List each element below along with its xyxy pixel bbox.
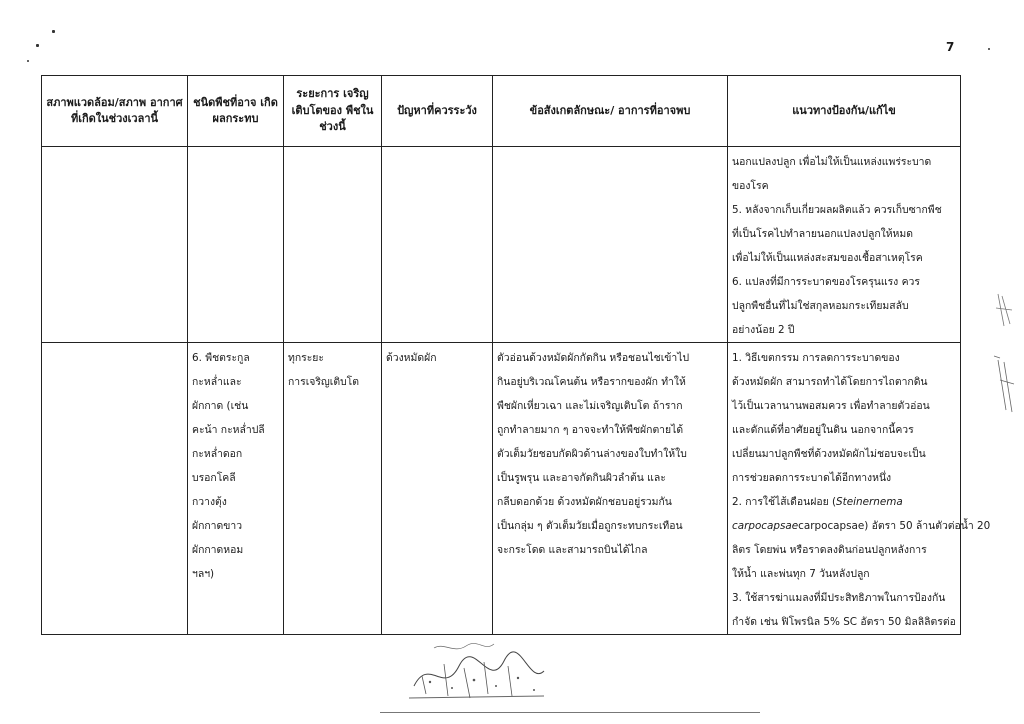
text-line: ให้น้ำ และพ่นทุก 7 วันหลังปลูก: [732, 568, 870, 580]
text-line: ของโรค: [732, 180, 769, 192]
text-line: 2. การใช้ไส้เดือนฝอย (: [732, 496, 837, 508]
cell-growth-stage: [284, 147, 382, 343]
header-prevention: แนวทางป้องกัน/แก้ไข: [728, 76, 961, 147]
text-line: ผักกาดขาว: [192, 520, 243, 532]
text-line: อย่างน้อย 2 ปี: [732, 324, 795, 336]
text-line: 6. พืชตระกูล: [192, 352, 250, 364]
text-line: จะกระโดด และสามารถบินได้ไกล: [497, 544, 648, 556]
text-line: ฯลฯ): [192, 568, 215, 580]
cell-problem: [382, 147, 493, 343]
text-line: ผักกาด (เช่น: [192, 400, 249, 412]
header-problem: ปัญหาที่ควรระวัง: [382, 76, 493, 147]
margin-noise: [990, 350, 1020, 420]
cell-problem: [382, 343, 493, 635]
page-number: 7: [946, 40, 955, 54]
cell-crop: [188, 147, 284, 343]
table-row: [42, 147, 961, 343]
cell-prevention: [728, 343, 991, 635]
text-line: 6. แปลงที่มีการระบาดของโรครุนแรง ควร: [732, 276, 920, 288]
text-line: เปลี่ยนมาปลูกพืชที่ด้วงหมัดผักไม่ชอบจะเป็น: [732, 448, 926, 460]
text-line: เป็นรูพรุน และอาจกัดกินผิวลำต้น และ: [497, 472, 666, 484]
text-line: เพื่อไม่ให้เป็นแหล่งสะสมของเชื้อสาเหตุโรค: [732, 252, 923, 264]
text-line: ตัวอ่อนด้วงหมัดผักกัดกิน หรือชอนไชเข้าไป: [497, 352, 690, 364]
text-line: การเจริญเติบโต: [288, 376, 360, 388]
text-line: พืชผักเหี่ยวเฉา และไม่เจริญเติบโต ถ้าราก: [497, 400, 683, 412]
scientific-name: carpocapsae: [732, 520, 799, 532]
text-line: การช่วยลดการระบาดได้อีกทางหนึ่ง: [732, 472, 892, 484]
text-line: ตัวเต็มวัยชอบกัดผิวด้านล่างของใบทำให้ใบ: [497, 448, 687, 460]
text-line: ด้วงหมัดผัก: [386, 352, 437, 364]
text-line: ทุกระยะ: [288, 352, 324, 364]
header-environment: สภาพแวดล้อม/สภาพ อากาศที่เกิดในช่วงเวลานี้: [42, 76, 188, 147]
header-growth-stage: ระยะการ เจริญเติบโตของ พืชในช่วงนี้: [284, 76, 382, 147]
text-line: บรอกโคลี: [192, 472, 236, 484]
text-line: ลิตร โดยพ่น หรือราดลงดินก่อนปลูกหลังการ: [732, 544, 927, 556]
text-line: เป็นกลุ่ม ๆ ตัวเต็มวัยเมื่อถูกระทบกระเทือน: [497, 520, 683, 532]
margin-noise: [990, 290, 1020, 330]
text-line: นอกแปลงปลูก เพื่อไม่ให้เป็นแหล่งแพร่ระบาด: [732, 156, 932, 168]
text-line: 1. วิธีเขตกรรม การลดการระบาดของ: [732, 352, 900, 364]
bottom-rule: [380, 712, 760, 713]
text-line: คะน้า กะหล่ำปลี: [192, 424, 265, 436]
text-line: [732, 514, 991, 538]
cell-growth-stage: [284, 343, 382, 635]
text-line: 5. หลังจากเก็บเกี่ยวผลผลิตแล้ว ควรเก็บซากพืช: [732, 204, 942, 216]
text-line: ด้วงหมัดผัก สามารถทำได้โดยการไถตากดิน: [732, 376, 928, 388]
text-line: กินอยู่บริเวณโคนต้น หรือรากของผัก ทำให้: [497, 376, 686, 388]
text-line: ผักกาดหอม: [192, 544, 244, 556]
text-line: ปลูกพืชอื่นที่ไม่ใช่สกุลหอมกระเทียมสลับ: [732, 300, 909, 312]
cell-prevention: [728, 147, 961, 343]
cell-environment: [42, 343, 188, 635]
signature-stamp: [404, 636, 550, 708]
text-line: ที่เป็นโรคไปทำลายนอกแปลงปลูกให้หมด: [732, 228, 913, 240]
text-line: [732, 490, 956, 514]
text-line: กำจัด เช่น ฟิโพรนิล 5% SC อัตรา 50 มิลลิลิตรต่อ: [732, 616, 956, 628]
text-line: กะหล่ำดอก: [192, 448, 243, 460]
scientific-name: Steinernema: [836, 496, 903, 508]
text-line: ไว้เป็นเวลานานพอสมควร เพื่อทำลายตัวอ่อน: [732, 400, 930, 412]
text-line: กะหล่ำและ: [192, 376, 242, 388]
cell-symptoms: [493, 147, 728, 343]
text-line: และดักแด้ที่อาศัยอยู่ในดิน นอกจากนี้ควร: [732, 424, 914, 436]
cell-symptoms: [493, 343, 728, 635]
header-symptoms: ข้อสังเกตลักษณะ/ อาการที่อาจพบ: [493, 76, 728, 147]
text-line: ถูกทำลายมาก ๆ อาจจะทำให้พืชผักตายได้: [497, 424, 684, 436]
cell-environment: [42, 147, 188, 343]
table-header-row: [42, 76, 961, 147]
header-crop: ชนิดพืชที่อาจ เกิดผลกระทบ: [188, 76, 284, 147]
text-line: 3. ใช้สารฆ่าแมลงที่มีประสิทธิภาพในการป้องกัน: [732, 592, 946, 604]
pest-advisory-table: [41, 75, 991, 635]
table-row: [42, 343, 961, 635]
text-line: carpocapsae) อัตรา 50 ล้านตัวต่อน้ำ 20: [798, 520, 991, 532]
cell-crop: [188, 343, 284, 635]
text-line: กวางตุ้ง: [192, 496, 227, 508]
text-line: กลีบดอกด้วย ด้วงหมัดผักชอบอยู่รวมกัน: [497, 496, 672, 508]
